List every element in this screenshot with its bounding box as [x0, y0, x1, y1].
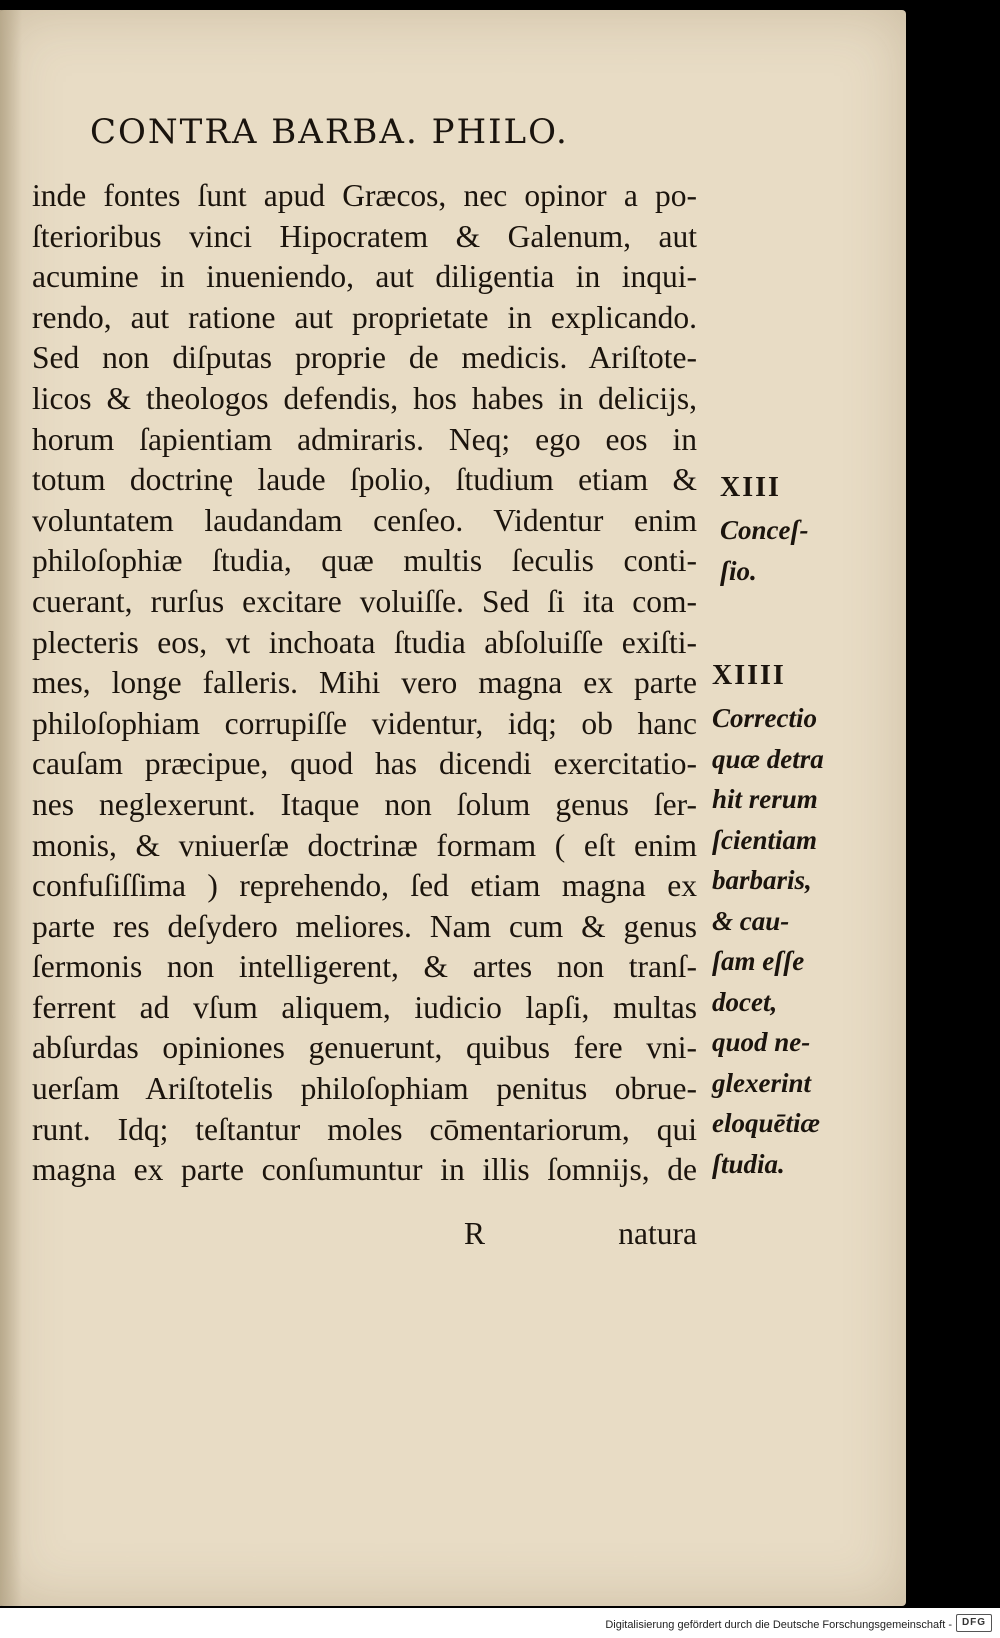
margin-note-line: ſtudia. — [712, 1148, 785, 1179]
text-line: monis, & vniuerſæ doctrinæ formam ( eſt enim — [32, 827, 697, 863]
margin-note-line: quæ detra — [712, 743, 824, 774]
margin-note-line: ſcientiam — [712, 824, 817, 855]
text-line: voluntatem laudandam cenſeo. Videntur enim — [32, 502, 697, 538]
text-line: ferrent ad vſum aliquem, iudicio lapſi, multas — [32, 989, 697, 1025]
text-line: nes neglexerunt. Itaque non ſolum genus ſer- — [32, 786, 697, 822]
margin-note-line: Conceſ- — [720, 515, 809, 545]
text-line: mes, longe falleris. Mihi vero magna ex parte — [32, 665, 697, 701]
margin-note-line: glexerint — [712, 1067, 811, 1098]
margin-note-line: eloquētiæ — [712, 1108, 820, 1138]
body-text — [32, 176, 697, 1191]
margin-note-number: XIIII — [712, 660, 786, 691]
text-line: magna ex parte conſumuntur in illis ſomnijs, de — [32, 1152, 697, 1188]
text-line: rendo, aut ratione aut proprietate in explicando. — [32, 299, 697, 335]
text-line: plecteris eos, vt inchoata ſtudia abſoluiſſe exiſti- — [32, 624, 697, 660]
text-line: philoſophiam corrupiſſe videntur, idq; ob hanc — [32, 705, 697, 741]
margin-note-line: quod ne- — [712, 1027, 811, 1057]
margin-note-13 — [720, 472, 808, 591]
margin-note-line: ſio. — [720, 555, 757, 586]
text-line: abſurdas opiniones genuerunt, quibus fere vni- — [32, 1030, 697, 1066]
margin-note-14 — [712, 660, 824, 1184]
margin-note-line: ſam eſſe — [712, 946, 805, 976]
book-page — [0, 10, 906, 1606]
signature-mark: R — [464, 1216, 486, 1251]
text-line: horum ſapientiam admiraris. Neq; ego eos in — [32, 421, 697, 457]
text-line: totum doctrinę laude ſpolio, ſtudium etiam & — [32, 462, 697, 498]
text-line: cauſam præcipue, quod has dicendi exercitatio- — [32, 746, 697, 782]
footer-bar — [0, 1608, 1000, 1638]
text-line: acumine in inueniendo, aut diligentia in inqui- — [32, 259, 697, 295]
text-line: confuſiſſima ) reprehendo, ſed etiam magna ex — [32, 868, 697, 904]
margin-note-number: XIII — [720, 472, 781, 503]
margin-note-line: & cau- — [712, 905, 790, 936]
signature-line — [32, 1216, 697, 1256]
margin-note-line: barbaris, — [712, 865, 812, 895]
text-line: parte res deſydero meliores. Nam cum & genus — [32, 908, 697, 944]
text-line: licos & theologos defendis, hos habes in delicijs, — [32, 380, 697, 416]
margin-note-line: docet, — [712, 986, 778, 1017]
text-line: ſermonis non intelligerent, & artes non tranſ- — [32, 949, 697, 985]
text-line: inde fontes ſunt apud Græcos, nec opinor a po- — [32, 178, 697, 213]
text-line: runt. Idq; teſtantur moles cōmentariorum, qui — [32, 1111, 697, 1147]
margin-note-line: Correctio — [712, 703, 817, 733]
text-line: uerſam Ariſtotelis philoſophiam penitus obrue- — [32, 1071, 697, 1107]
text-line: Sed non diſputas proprie de medicis. Ariſtote- — [32, 340, 697, 376]
text-line: ſterioribus vinci Hipocratem & Galenum, aut — [32, 218, 697, 254]
catchword: natura — [618, 1216, 697, 1251]
text-line: cuerant, rurſus excitare voluiſſe. Sed ſi ita com- — [32, 583, 697, 619]
digitization-credit: Digitalisierung gefördert durch die Deutsche Forschungsgemeinschaft - — [605, 1619, 952, 1631]
margin-note-line: hit rerum — [712, 784, 818, 814]
page-gutter-shadow — [0, 10, 22, 1606]
running-head: CONTRA BARBA. PHILO. — [90, 112, 569, 152]
text-line: philoſophiæ ſtudia, quæ multis ſeculis conti- — [32, 543, 697, 579]
dfg-logo: DFG — [956, 1614, 992, 1632]
